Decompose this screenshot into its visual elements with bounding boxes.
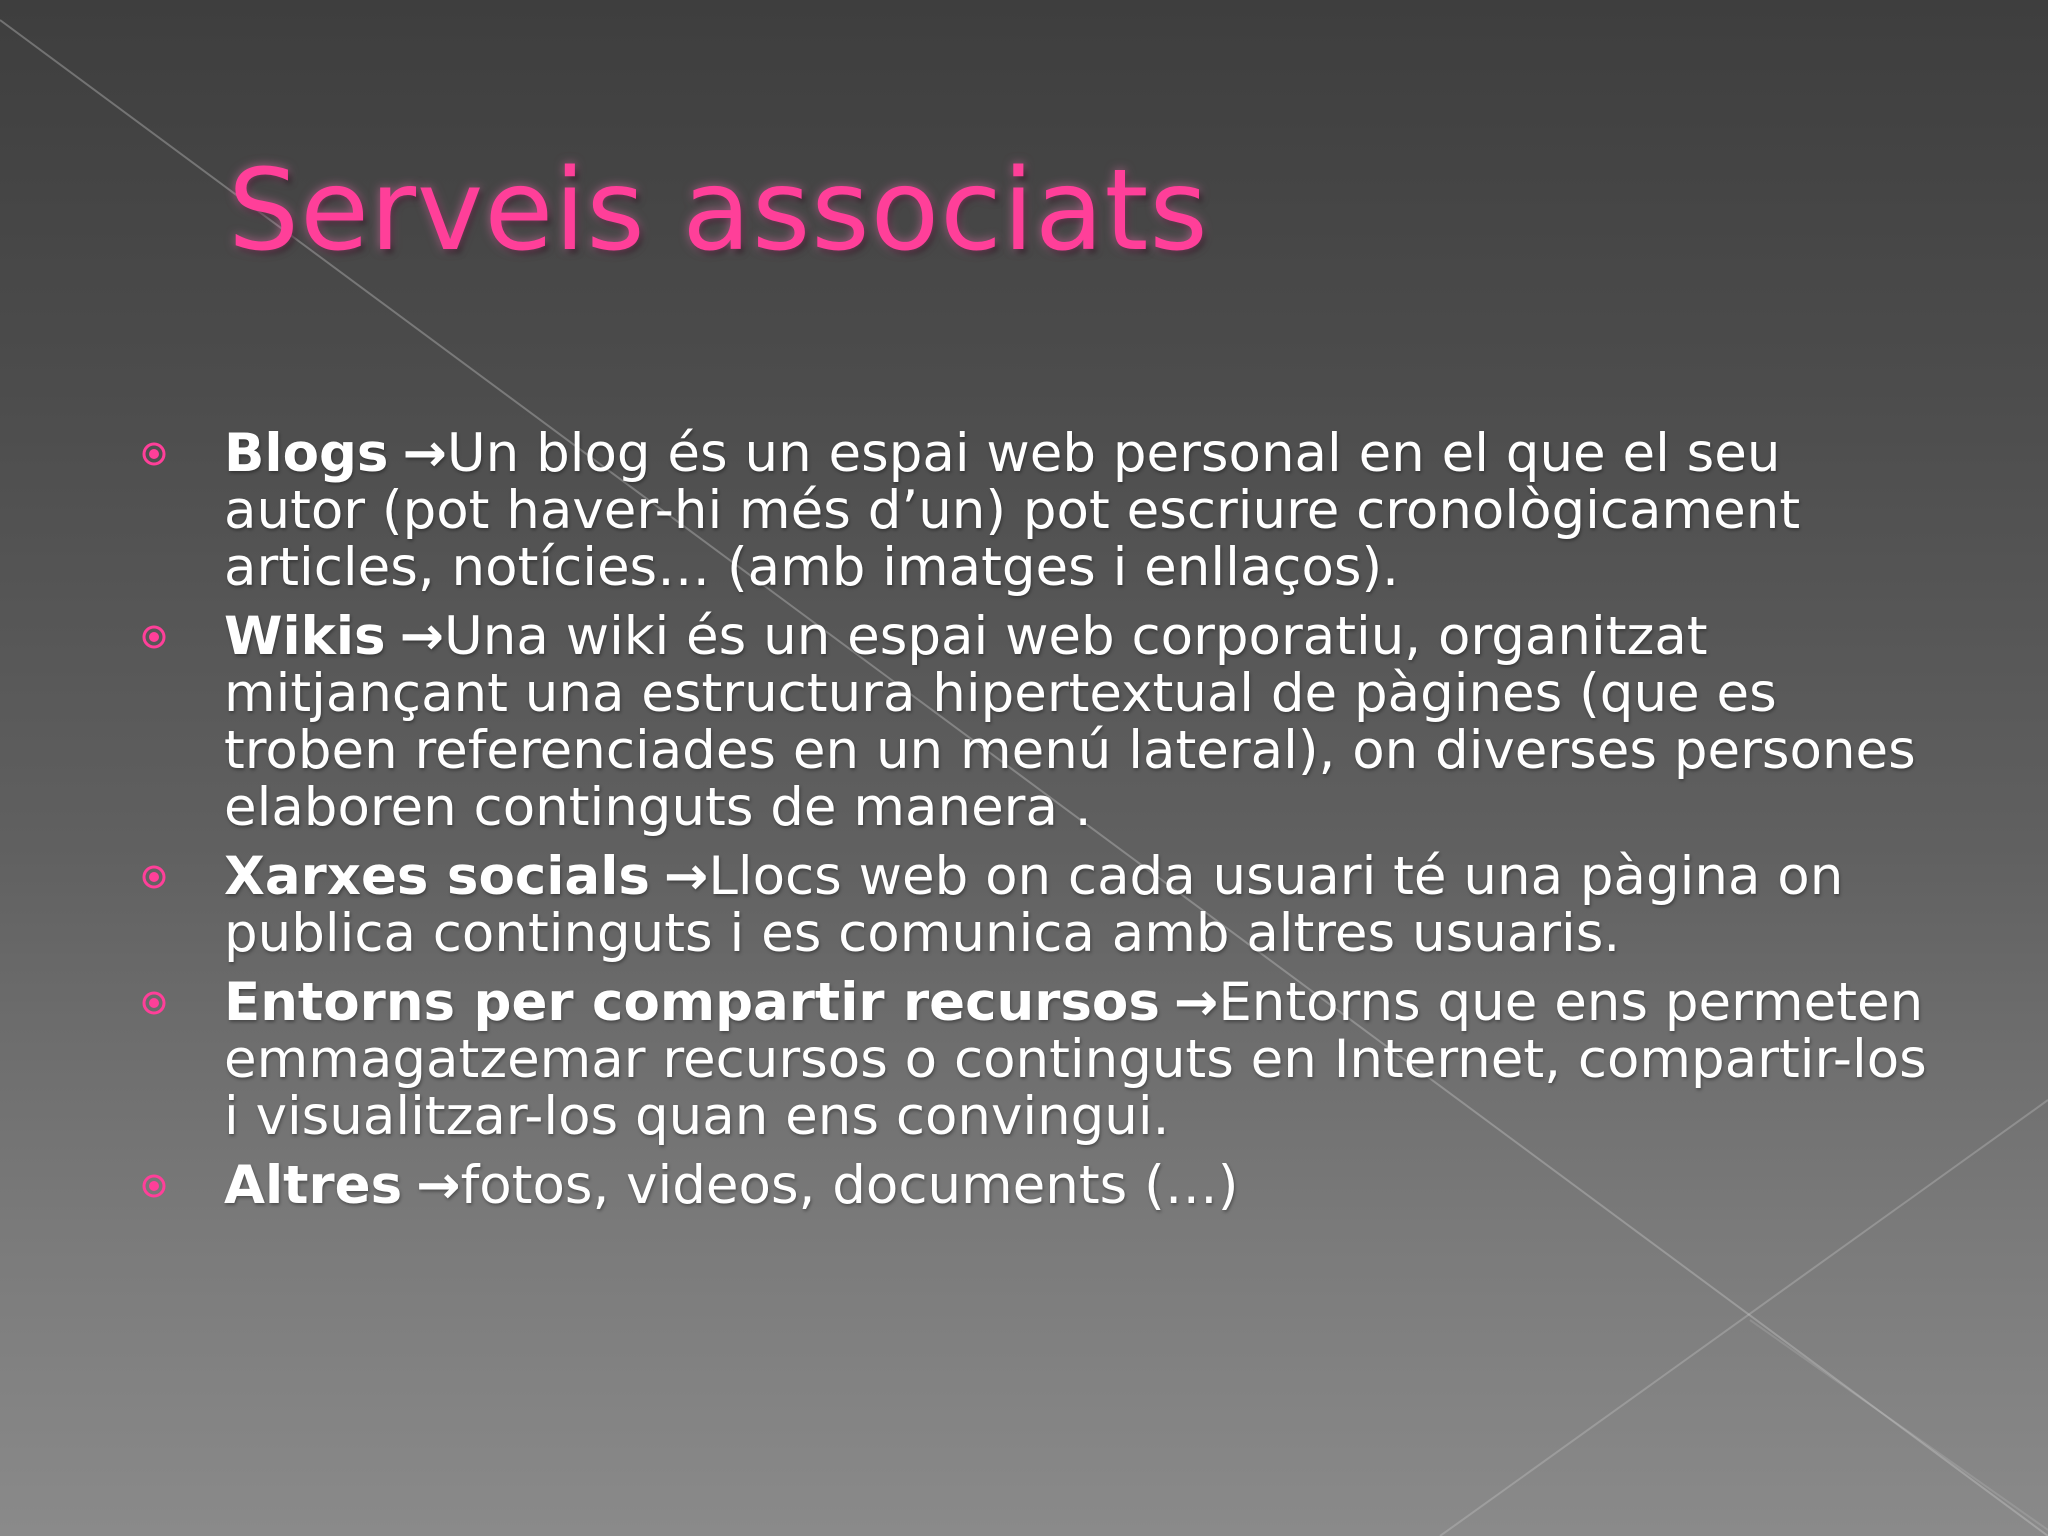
- item-term: Entorns per compartir recursos: [224, 972, 1160, 1033]
- circle-dot-icon: [142, 442, 166, 466]
- right-arrow-icon: →: [663, 846, 709, 907]
- circle-dot-icon: [142, 1174, 166, 1198]
- item-description: Un blog és un espai web personal en el que el seu autor (pot haver-hi més d’un) pot escriure cronològicament articles, notícies… (amb imatges i enllaços).: [224, 423, 1801, 598]
- list-item-xarxes-socials: [140, 848, 1930, 962]
- right-arrow-icon: →: [416, 1155, 461, 1216]
- item-term: Altres: [224, 1155, 403, 1216]
- circle-dot-icon: [142, 625, 166, 649]
- item-description: Llocs web on cada usuari té una pàgina on publica continguts i es comunica amb altres usuaris.: [224, 846, 1844, 964]
- item-term: Xarxes socials: [224, 846, 650, 907]
- list-item-blogs: [140, 425, 1930, 596]
- list-item-altres: [140, 1157, 1930, 1214]
- circle-dot-icon: [142, 865, 166, 889]
- item-description: Entorns que ens permeten emmagatzemar recursos o continguts en Internet, compartir-los i visualitzar-los quan ens convingui.: [224, 972, 1927, 1147]
- circle-dot-icon: [142, 991, 166, 1015]
- item-term: Wikis: [224, 606, 386, 667]
- bullet-list: [140, 425, 1930, 1226]
- slide-title: Serveis associats: [228, 146, 1209, 276]
- list-item-wikis: [140, 608, 1930, 836]
- item-term: Blogs: [224, 423, 389, 484]
- item-description: fotos, videos, documents (…): [460, 1155, 1239, 1216]
- right-arrow-icon: →: [402, 423, 447, 484]
- right-arrow-icon: →: [1173, 972, 1219, 1033]
- right-arrow-icon: →: [399, 606, 445, 667]
- item-description: Una wiki és un espai web corporatiu, organitzat mitjançant una estructura hipertextual de pàgines (que es troben referenciades en un menú lateral), on diverses persones elaboren continguts de manera .: [224, 606, 1916, 838]
- list-item-entorns: [140, 974, 1930, 1145]
